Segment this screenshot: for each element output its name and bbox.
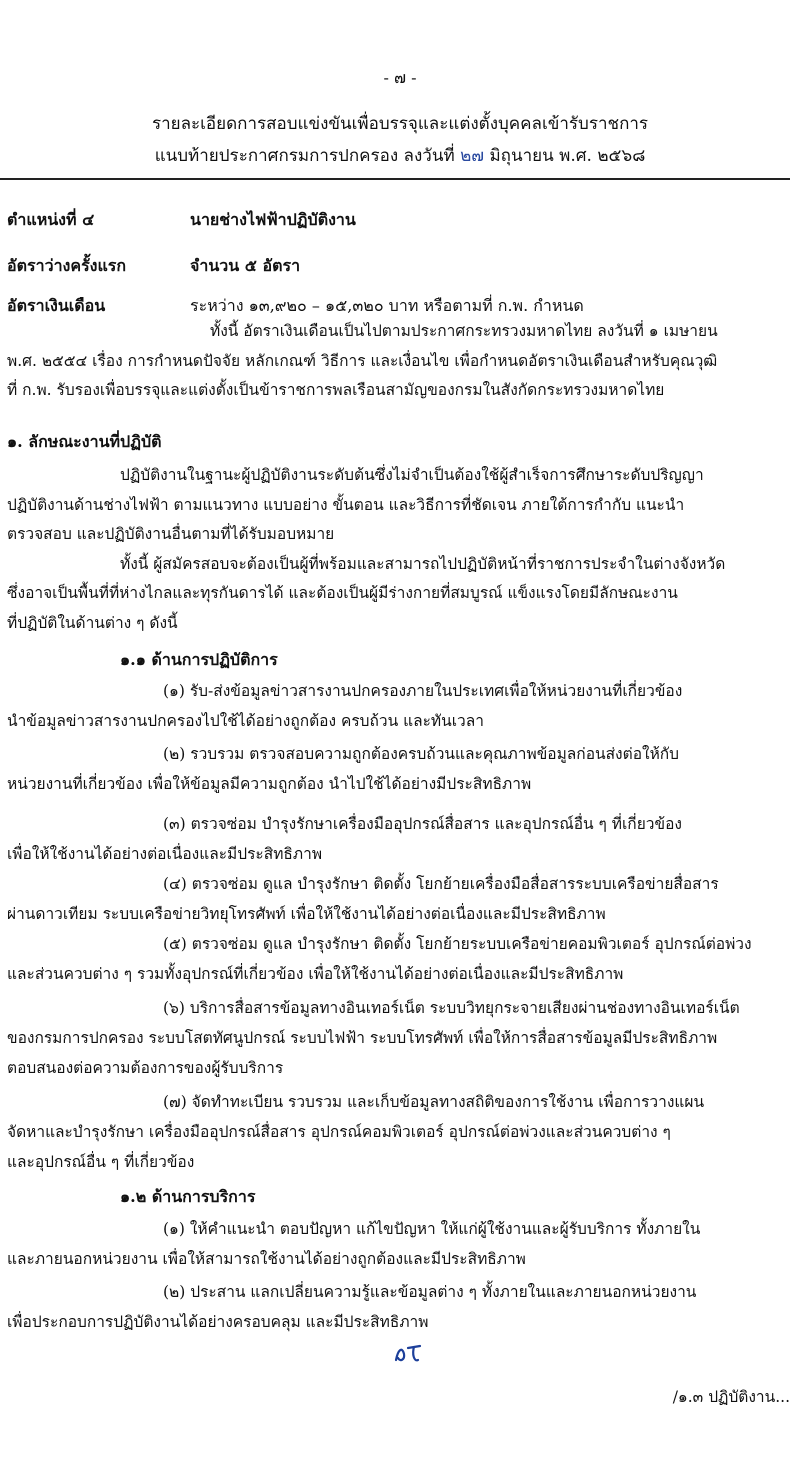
salary-label: อัตราเงินเดือน: [7, 296, 106, 315]
operation-item-line: ตอบสนองต่อความต้องการของผู้รับบริการ: [7, 1059, 284, 1077]
section-1-para-2-line: ซึ่งอาจเป็นพื้นที่ที่ห่างไกลและทุรกันดารได้ และต้องเป็นผู้มีร่างกายที่สมบูรณ์ แข็งแรงโดยมีลักษณะงาน: [7, 584, 678, 602]
salary-note-line: พ.ศ. ๒๕๕๔ เรื่อง การกำหนดปัจจัย หลักเกณฑ์ วิธีการ และเงื่อนไข เพื่อกำหนดอัตราเงินเดือนสำหรับคุณวุฒิ: [7, 352, 718, 370]
operation-item-line: (๑) รับ-ส่งข้อมูลข่าวสารงานปกครองภายในประเทศเพื่อให้หน่วยงานที่เกี่ยวข้อง: [163, 682, 683, 700]
vacancy-value: จำนวน ๕ อัตรา: [190, 256, 301, 275]
operation-item-line: (๓) ตรวจซ่อม บำรุงรักษาเครื่องมืออุปกรณ์สื่อสาร และอุปกรณ์อื่น ๆ ที่เกี่ยวข้อง: [163, 815, 682, 833]
service-item-line: (๑) ให้คำแนะนำ ตอบปัญหา แก้ไขปัญหา ให้แก่ผู้ใช้งานและผู้รับบริการ ทั้งภายใน: [163, 1220, 701, 1238]
header-line-1: รายละเอียดการสอบแข่งขันเพื่อบรรจุและแต่งตั้งบุคคลเข้ารับราชการ: [151, 114, 649, 134]
operation-item-line: (๒) รวบรวม ตรวจสอบความถูกต้องครบถ้วนและคุณภาพข้อมูลก่อนส่งต่อให้กับ: [163, 745, 680, 763]
service-item-line: และภายนอกหน่วยงาน เพื่อให้สามารถใช้งานได้อย่างถูกต้องและมีประสิทธิภาพ: [7, 1250, 526, 1268]
page-number: - ๗ -: [383, 68, 417, 87]
section-1-para-2-line: ทั้งนี้ ผู้สมัครสอบจะต้องเป็นผู้ที่พร้อมและสามารถไปปฏิบัติหน้าที่ราชการประจำในต่างจังหวัด: [120, 555, 726, 573]
operation-item-line: หน่วยงานที่เกี่ยวข้อง เพื่อให้ข้อมูลมีความถูกต้อง นำไปใช้ได้อย่างมีประสิทธิภาพ: [7, 775, 532, 793]
header-day: ๒๗: [460, 146, 485, 166]
salary-value: ระหว่าง ๑๓,๙๒๐ – ๑๕,๓๒๐ บาท หรือตามที่ ก.พ. กำหนด: [190, 296, 584, 315]
operation-item-line: (๖) บริการสื่อสารข้อมูลทางอินเทอร์เน็ต ระบบวิทยุกระจายเสียงผ่านช่องทางอินเทอร์เน็ต: [163, 999, 740, 1017]
section-1-para-1-line: ปฏิบัติงานด้านช่างไฟฟ้า ตามแนวทาง แบบอย่าง ขั้นตอน และวิธีการที่ชัดเจน ภายใต้การกำกับ แนะนำ: [7, 496, 685, 514]
salary-note-line: ที่ ก.พ. รับรองเพื่อบรรจุและแต่งตั้งเป็นข้าราชการพลเรือนสามัญของกรมในสังกัดกระทรวงมหาดไทย: [7, 381, 665, 399]
position-value: นายช่างไฟฟ้าปฏิบัติงาน: [190, 210, 356, 229]
operation-item-line: และส่วนควบต่าง ๆ รวมทั้งอุปกรณ์ที่เกี่ยวข้อง เพื่อให้ใช้งานได้อย่างต่อเนื่องและมีประสิทธิภาพ: [7, 965, 624, 983]
subsection-1-1-title: ๑.๑ ด้านการปฏิบัติการ: [120, 650, 278, 669]
service-item-line: (๒) ประสาน แลกเปลี่ยนความรู้และข้อมูลต่าง ๆ ทั้งภายในและภายนอกหน่วยงาน: [163, 1283, 697, 1301]
section-1-title: ๑. ลักษณะงานที่ปฏิบัติ: [7, 432, 162, 451]
operation-item-line: (๕) ตรวจซ่อม ดูแล บำรุงรักษา ติดตั้ง โยกย้ายระบบเครือข่ายคอมพิวเตอร์ อุปกรณ์ต่อพ่วง: [163, 935, 752, 953]
section-1-para-1-line: ตรวจสอบ และปฏิบัติงานอื่นตามที่ได้รับมอบหมาย: [7, 525, 335, 543]
operation-item-line: ผ่านดาวเทียม ระบบเครือข่ายวิทยุโทรศัพท์ เพื่อให้ใช้งานได้อย่างต่อเนื่องและมีประสิทธิภาพ: [7, 905, 606, 923]
subsection-1-2-title: ๑.๒ ด้านการบริการ: [120, 1187, 256, 1206]
operation-item-line: และอุปกรณ์อื่น ๆ ที่เกี่ยวข้อง: [7, 1153, 195, 1171]
operation-item-line: (๔) ตรวจซ่อม ดูแล บำรุงรักษา ติดตั้ง โยกย้ายเครื่องมือสื่อสารระบบเครือข่ายสื่อสาร: [163, 875, 719, 893]
header-divider: [0, 178, 790, 180]
operation-item-line: จัดหาและบำรุงรักษา เครื่องมืออุปกรณ์สื่อสาร อุปกรณ์คอมพิวเตอร์ อุปกรณ์ต่อพ่วงและส่วนควบต่าง ๆ: [7, 1123, 671, 1141]
salary-note-line: ทั้งนี้ อัตราเงินเดือนเป็นไปตามประกาศกระทรวงมหาดไทย ลงวันที่ ๑ เมษายน: [210, 322, 718, 340]
vacancy-label: อัตราว่างครั้งแรก: [7, 256, 127, 275]
operation-item-line: เพื่อให้ใช้งานได้อย่างต่อเนื่องและมีประสิทธิภาพ: [7, 845, 323, 863]
section-1-para-2-line: ที่ปฏิบัติในด้านต่าง ๆ ดังนี้: [7, 614, 178, 632]
continuation-marker: /๑.๓ ปฏิบัติงาน...: [672, 1388, 790, 1406]
operation-item-line: (๗) จัดทำทะเบียน รวบรวม และเก็บข้อมูลทางสถิติของการใช้งาน เพื่อการวางแผน: [163, 1093, 705, 1111]
position-label: ตำแหน่งที่ ๔: [7, 210, 95, 229]
operation-item-line: นำข้อมูลข่าวสารงานปกครองไปใช้ได้อย่างถูกต้อง ครบถ้วน และทันเวลา: [7, 712, 484, 730]
service-item-line: เพื่อประกอบการปฏิบัติงานได้อย่างครอบคลุม และมีประสิทธิภาพ: [7, 1313, 429, 1331]
operation-item-line: ของกรมการปกครอง ระบบโสตทัศนูปกรณ์ ระบบไฟฟ้า ระบบโทรศัพท์ เพื่อให้การสื่อสารข้อมูลมีประสิทธิภาพ: [7, 1029, 718, 1047]
header-line-2-post: มิถุนายน พ.ศ. ๒๕๖๘: [484, 146, 646, 166]
header-line-2-pre: แนบท้ายประกาศกรมการปกครอง ลงวันที่: [154, 146, 461, 166]
initials-signature: [392, 1340, 426, 1366]
section-1-para-1-line: ปฏิบัติงานในฐานะผู้ปฏิบัติงานระดับต้นซึ่งไม่จำเป็นต้องใช้ผู้สำเร็จการศึกษาระดับปริญญา: [120, 466, 704, 484]
header-line-2: [0, 142, 800, 169]
